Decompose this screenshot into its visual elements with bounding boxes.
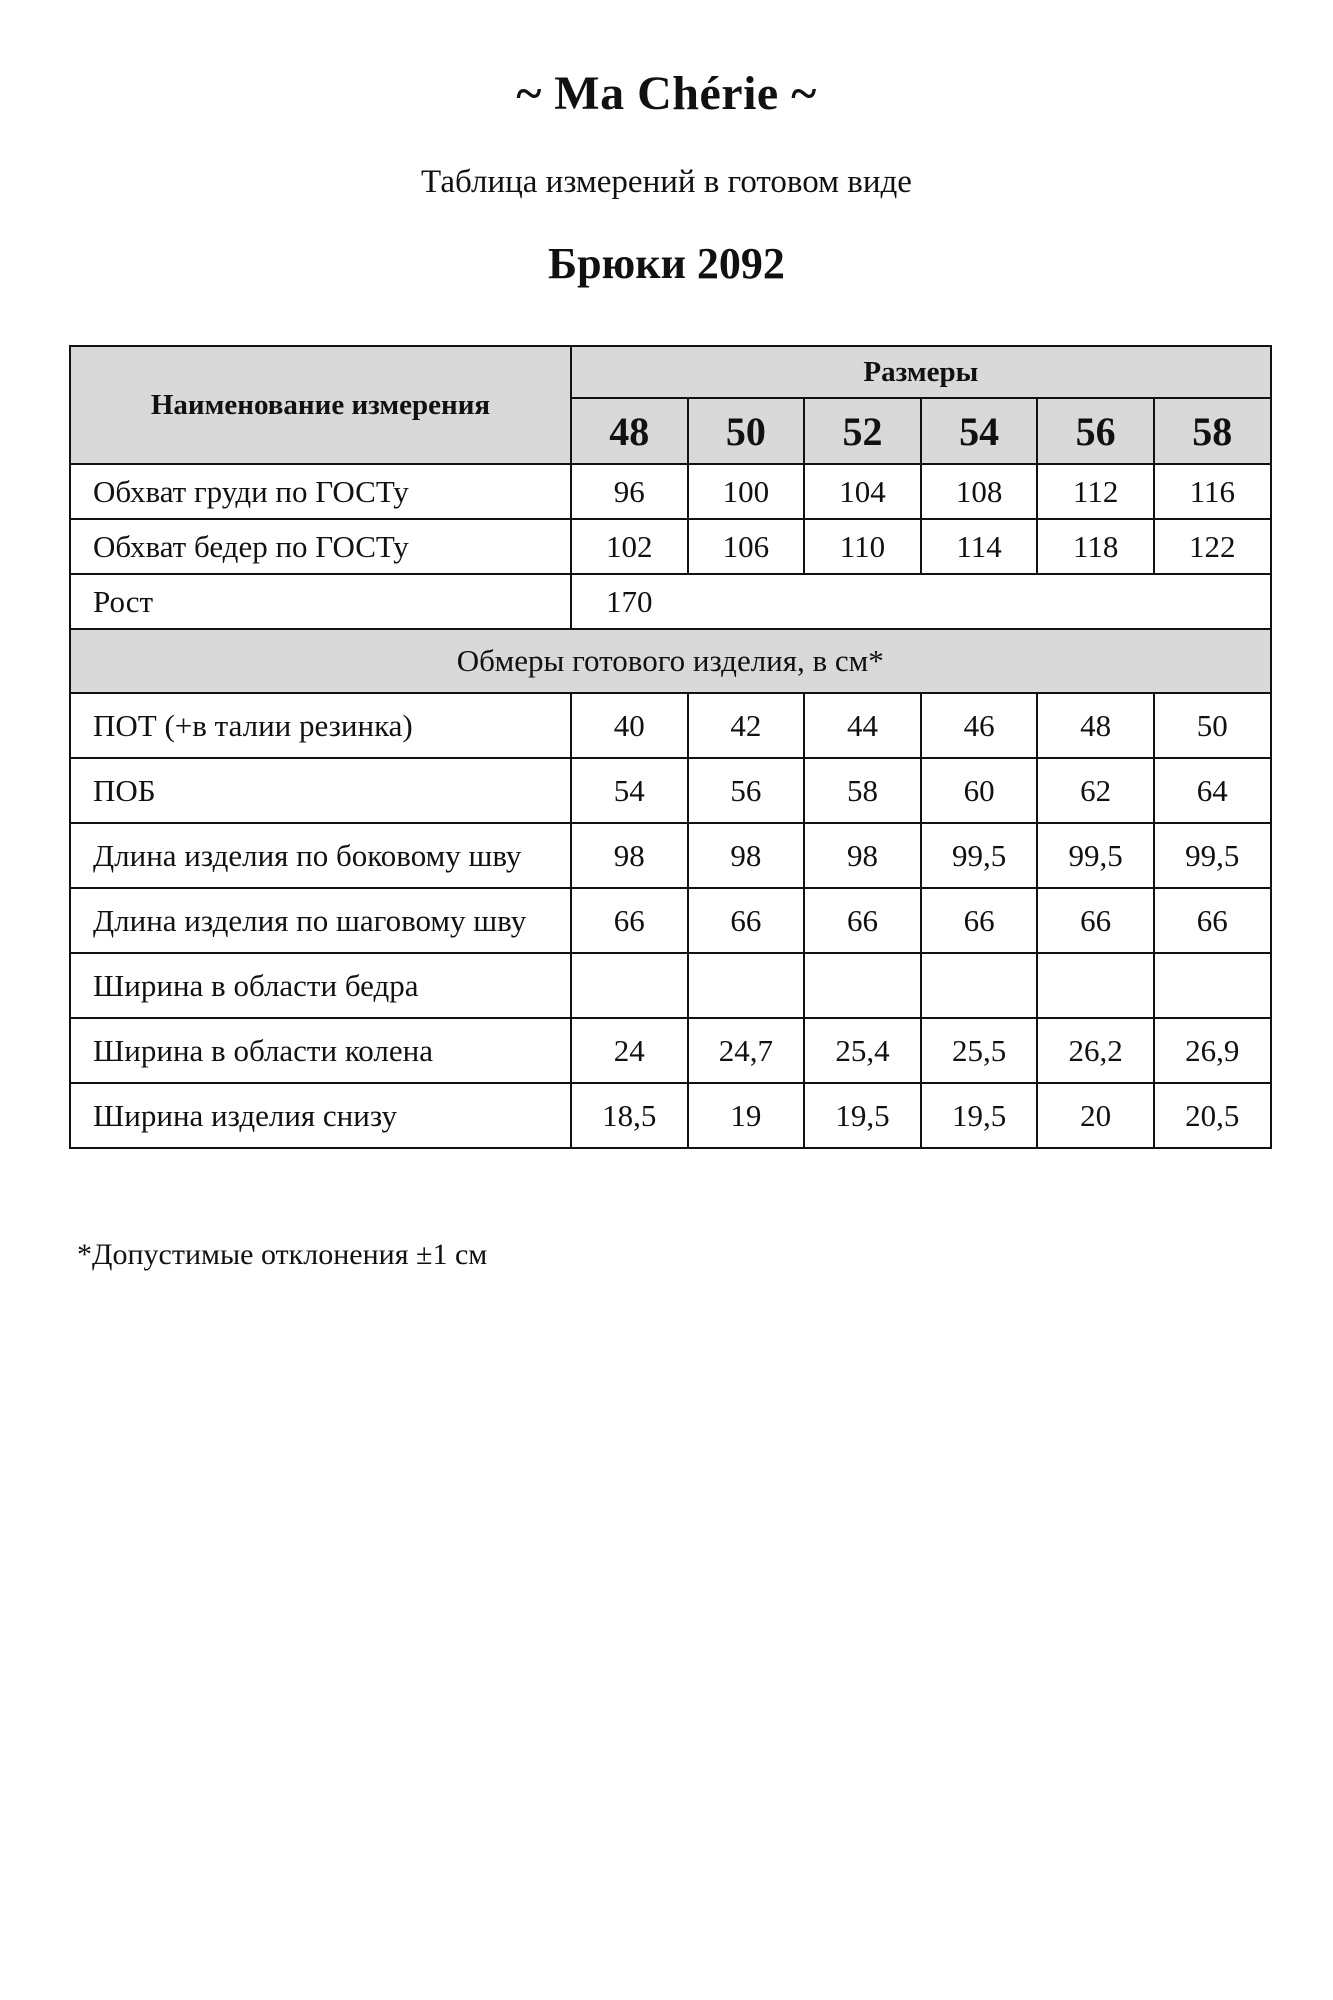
- table-cell: 44: [804, 693, 921, 758]
- table-cell: [804, 953, 921, 1018]
- table-cell: 18,5: [571, 1083, 688, 1148]
- table-cell: 118: [1037, 519, 1154, 574]
- table-cell: 98: [688, 823, 805, 888]
- row-label: Обхват груди по ГОСТу: [70, 464, 571, 519]
- table-cell: 104: [804, 464, 921, 519]
- table-cell: 24,7: [688, 1018, 805, 1083]
- table-cell: 99,5: [1154, 823, 1271, 888]
- table-cell: 48: [1037, 693, 1154, 758]
- size-header-cell: 56: [1037, 398, 1154, 464]
- table-cell: 96: [571, 464, 688, 519]
- table-cell: 98: [804, 823, 921, 888]
- table-row: [70, 1018, 1271, 1083]
- table-row: [70, 519, 1271, 574]
- section-row: [70, 629, 1271, 693]
- table-cell: [571, 953, 688, 1018]
- row-label: Ширина в области бедра: [70, 953, 571, 1018]
- table-row: [70, 823, 1271, 888]
- table-cell: 58: [804, 758, 921, 823]
- table-cell: 66: [1154, 888, 1271, 953]
- table-cell: 26,2: [1037, 1018, 1154, 1083]
- sizes-header: Размеры: [571, 346, 1271, 398]
- table-cell: 40: [571, 693, 688, 758]
- table-cell: [1154, 953, 1271, 1018]
- table-row: [70, 574, 1271, 629]
- table-cell: 60: [921, 758, 1038, 823]
- table-cell: 66: [688, 888, 805, 953]
- table-cell: [1037, 953, 1154, 1018]
- table-cell: 122: [1154, 519, 1271, 574]
- table-cell: 24: [571, 1018, 688, 1083]
- table-cell: 66: [804, 888, 921, 953]
- row-label: Ширина в области колена: [70, 1018, 571, 1083]
- measurement-name-header: Наименование измерения: [70, 346, 571, 464]
- table-row: [70, 953, 1271, 1018]
- table-cell: 102: [571, 519, 688, 574]
- height-value: 170: [571, 574, 1271, 629]
- table-cell: 66: [571, 888, 688, 953]
- table-cell: 50: [1154, 693, 1271, 758]
- table-cell: [921, 953, 1038, 1018]
- table-row: [70, 693, 1271, 758]
- table-cell: 66: [1037, 888, 1154, 953]
- table-cell: 25,4: [804, 1018, 921, 1083]
- document-subtitle: Таблица измерений в готовом виде: [421, 164, 912, 200]
- size-header-cell: 54: [921, 398, 1038, 464]
- table-cell: 64: [1154, 758, 1271, 823]
- row-label: Обхват бедер по ГОСТу: [70, 519, 571, 574]
- table-cell: 26,9: [1154, 1018, 1271, 1083]
- row-label: ПОТ (+в талии резинка): [70, 693, 571, 758]
- row-label: Длина изделия по боковому шву: [70, 823, 571, 888]
- row-label: Длина изделия по шаговому шву: [70, 888, 571, 953]
- table-cell: 19,5: [804, 1083, 921, 1148]
- table-row: [70, 1083, 1271, 1148]
- table-cell: 99,5: [1037, 823, 1154, 888]
- table-cell: 110: [804, 519, 921, 574]
- table-cell: 46: [921, 693, 1038, 758]
- table-cell: 19: [688, 1083, 805, 1148]
- row-label: Ширина изделия снизу: [70, 1083, 571, 1148]
- table-row: [70, 758, 1271, 823]
- table-cell: 100: [688, 464, 805, 519]
- row-label: Рост: [70, 574, 571, 629]
- table-cell: [688, 953, 805, 1018]
- table-cell: 62: [1037, 758, 1154, 823]
- size-header-cell: 50: [688, 398, 805, 464]
- table-row: [70, 464, 1271, 519]
- size-header-cell: 52: [804, 398, 921, 464]
- table-cell: 66: [921, 888, 1038, 953]
- table-cell: 116: [1154, 464, 1271, 519]
- section-title: Обмеры готового изделия, в см*: [70, 629, 1271, 693]
- table-cell: 106: [688, 519, 805, 574]
- tolerance-footnote: *Допустимые отклонения ±1 см: [77, 1238, 488, 1271]
- table-cell: 114: [921, 519, 1038, 574]
- row-label: ПОБ: [70, 758, 571, 823]
- table-row: [70, 888, 1271, 953]
- table-cell: 56: [688, 758, 805, 823]
- size-header-cell: 48: [571, 398, 688, 464]
- size-chart-table: [69, 345, 1272, 1149]
- table-cell: 112: [1037, 464, 1154, 519]
- brand-title: ~ Ma Chérie ~: [516, 67, 817, 120]
- table-cell: 108: [921, 464, 1038, 519]
- table-cell: 20,5: [1154, 1083, 1271, 1148]
- table-cell: 98: [571, 823, 688, 888]
- table-cell: 99,5: [921, 823, 1038, 888]
- table-cell: 54: [571, 758, 688, 823]
- size-header-cell: 58: [1154, 398, 1271, 464]
- table-cell: 42: [688, 693, 805, 758]
- table-cell: 25,5: [921, 1018, 1038, 1083]
- table-cell: 19,5: [921, 1083, 1038, 1148]
- table-cell: 20: [1037, 1083, 1154, 1148]
- product-title: Брюки 2092: [548, 239, 785, 288]
